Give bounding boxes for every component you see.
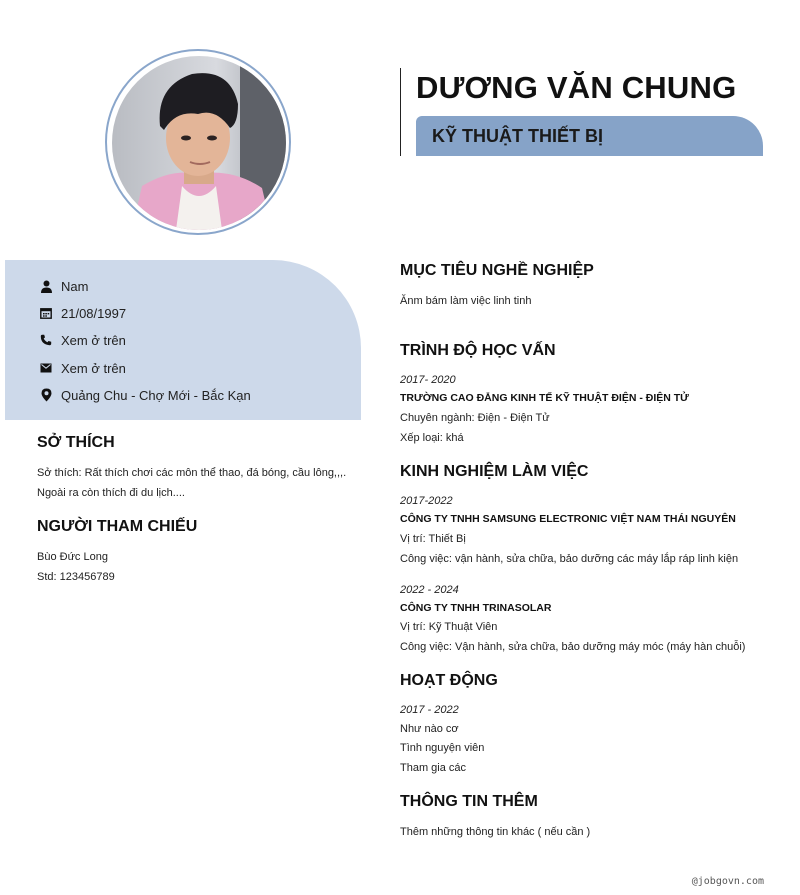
experience-1-work: Công việc: vận hành, sửa chữa, bảo dưỡng các máy lắp ráp linh kiện	[400, 553, 739, 565]
hobbies-title: SỞ THÍCH	[37, 434, 115, 451]
activities-line-1: Như nào cơ	[400, 723, 459, 735]
experience-2-work: Công việc: Vận hành, sửa chữa, bảo dưỡng máy móc (máy hàn chuỗi)	[400, 641, 746, 653]
job-title: KỸ THUẬT THIẾT BỊ	[432, 126, 603, 146]
birthday-value: 21/08/1997	[61, 305, 127, 321]
reference-phone: Std: 123456789	[37, 571, 115, 583]
experience-1-position: Vị trí: Thiết Bị	[400, 533, 466, 545]
hobbies-line-1: Sở thích: Rất thích chơi các môn thể thao, đá bóng, cầu lông,,,.	[37, 467, 347, 479]
calendar-icon	[38, 305, 54, 321]
location-icon	[38, 387, 54, 403]
gender-value: Nam	[61, 278, 89, 294]
mail-icon	[38, 360, 54, 376]
experience-1-company: CÔNG TY TNHH SAMSUNG ELECTRONIC VIỆT NAM THÁI NGUYÊN	[400, 513, 736, 525]
address-value: Quảng Chu - Chợ Mới - Bắc Kạn	[61, 387, 251, 403]
extra-text: Thêm những thông tin khác ( nếu cần )	[400, 826, 591, 838]
objective-title: MỤC TIÊU NGHỀ NGHIỆP	[400, 262, 594, 279]
extra-title: THÔNG TIN THÊM	[400, 793, 538, 810]
candidate-name: DƯƠNG VĂN CHUNG	[416, 70, 737, 105]
avatar	[112, 56, 286, 230]
experience-2-period: 2022 - 2024	[400, 584, 459, 596]
person-icon	[38, 278, 54, 294]
activities-title: HOẠT ĐỘNG	[400, 672, 498, 689]
phone-icon	[38, 332, 54, 348]
activities-line-2: Tình nguyện viên	[400, 742, 485, 754]
references-title: NGƯỜI THAM CHIẾU	[37, 518, 198, 535]
education-title: TRÌNH ĐỘ HỌC VẤN	[400, 342, 556, 359]
header-divider	[400, 68, 401, 156]
objective-text: Ănm bám làm việc linh tinh	[400, 295, 532, 307]
education-period: 2017- 2020	[400, 374, 456, 386]
email-value: Xem ở trên	[61, 360, 126, 376]
contact-birthday	[38, 303, 126, 323]
reference-name: Bùo Đức Long	[37, 551, 108, 563]
contact-phone	[38, 330, 126, 350]
education-rank: Xếp loại: khá	[400, 432, 464, 444]
experience-2-position: Vị trí: Kỹ Thuật Viên	[400, 621, 498, 633]
activities-line-3: Tham gia các	[400, 762, 467, 774]
phone-value: Xem ở trên	[61, 332, 126, 348]
experience-1-period: 2017-2022	[400, 495, 453, 507]
activities-period: 2017 - 2022	[400, 704, 459, 716]
contact-email	[38, 358, 126, 378]
hobbies-line-2: Ngoài ra còn thích đi du lịch....	[37, 487, 185, 499]
experience-2-company: CÔNG TY TNHH TRINASOLAR	[400, 602, 552, 614]
experience-title: KINH NGHIỆM LÀM VIỆC	[400, 463, 589, 480]
education-major: Chuyên ngành: Điện - Điện Tử	[400, 412, 550, 424]
watermark: @jobgovn.com	[691, 876, 764, 887]
education-school: TRƯỜNG CAO ĐẲNG KINH TẾ KỸ THUẬT ĐIỆN - ĐIỆN TỬ	[400, 392, 689, 404]
contact-gender	[38, 276, 88, 296]
contact-address	[38, 385, 251, 405]
